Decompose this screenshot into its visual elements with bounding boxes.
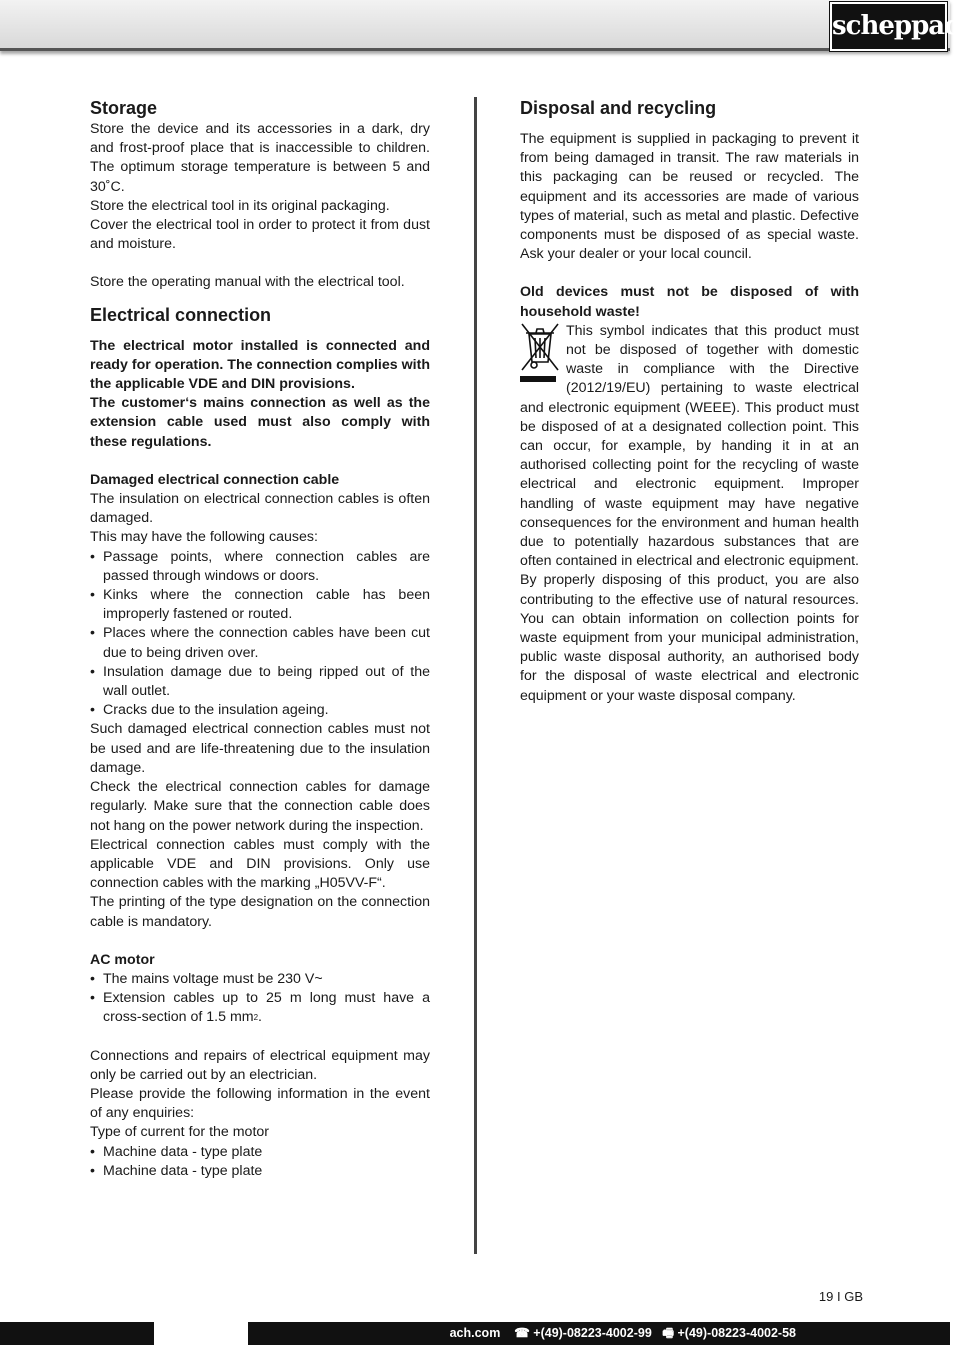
list-item: • Cracks due to the insulation ageing. (90, 701, 430, 720)
page-number: 19 I GB (818, 1289, 863, 1304)
damaged-cable-heading: Damaged electrical connection cable (90, 471, 340, 488)
phone-icon: ☎ (514, 1326, 530, 1340)
storage-paragraph-3: Cover the electrical tool in order to protect it from dust and moisture. (90, 217, 430, 253)
damaged-paragraph-4: Check the electrical connection cables for damage regularly. Make sure that the connection cable does not hang on the power network during the inspection. (90, 779, 430, 834)
electrical-connection-heading: Electrical connection (90, 304, 272, 325)
electrical-bold-paragraph-2: The customer‘s mains connection as well as the extension cable used must also comply with these regulations. (90, 395, 430, 450)
ac-motor-list (90, 970, 430, 1028)
list-item: • Kinks where the connection cable has been improperly fastened or routed. (90, 586, 430, 624)
website-text: ach.com (449, 1326, 501, 1340)
phone-number: +(49)-08223-4002-99 (533, 1326, 652, 1340)
left-column (90, 96, 430, 1181)
disposal-paragraph-1: The equipment is supplied in packaging to prevent it from being damaged in transit. The raw materials in this packaging can be reused or recycled. The equipment and its accessories are made of various types of material, such as metal and plastic. Defective components must be disposed of as special waste. Ask your dealer or your local council. (520, 131, 859, 263)
repairs-list (90, 1143, 430, 1181)
damaged-paragraph-2: This may have the following causes: (90, 529, 318, 546)
column-divider (474, 97, 477, 1254)
storage-heading: Storage (90, 98, 158, 118)
weee-paragraph: This symbol indicates that this product must not be disposed of together with domestic waste in compliance with the Directive (2012/19/EU) pertaining to waste electrical and electronic equipment (WEEE). This product must be disposed of at a designated collection point. This can occur, for example, by handing it in at an authorised collecting point for the recycling of waste electrical and electronic equipment. Improper handling of waste equipment may have negative consequences for the environment and human health due to potentially hazardous substances that are often contained in electrical and electronic equipment. By properly disposing of this product, you are also contributing to the effective use of natural resources. You can obtain information on collection points for waste equipment from your municipal administration, public waste disposal authority, an authorised body for the disposal of waste electrical and electronic equipment or your waste disposal company. (520, 322, 859, 704)
list-item: • Machine data - type plate (90, 1162, 430, 1181)
damaged-paragraph-3: Such damaged electrical connection cables must not be used and are life-threatening due to the insulation damage. (90, 721, 430, 776)
ac-motor-heading: AC motor (90, 951, 155, 968)
footer-white-block (154, 1322, 248, 1345)
right-column (520, 96, 859, 706)
repairs-paragraph-3: Type of current for the motor (90, 1124, 269, 1141)
repairs-paragraph-1: Connections and repairs of electrical equipment may only be carried out by an electrician. (90, 1047, 430, 1083)
crossed-out-wheelie-bin-icon (520, 322, 560, 384)
storage-paragraph-2: Store the electrical tool in its original packaging. (90, 197, 390, 214)
old-devices-warning: Old devices must not be disposed of with household waste! (520, 284, 859, 320)
superscript: 2 (253, 1013, 259, 1023)
ac-bullet-end: . (258, 1009, 262, 1026)
disposal-heading: Disposal and recycling (520, 98, 717, 118)
ac-bullet-text: Extension cables up to 25 m long must have a cross-section of 1.5 mm (103, 990, 430, 1026)
list-item: • Places where the connection cables have been cut due to being driven over. (90, 624, 430, 662)
damaged-causes-list (90, 548, 430, 721)
storage-paragraph-4: Store the operating manual with the electrical tool. (90, 274, 405, 291)
storage-paragraph-1: Store the device and its accessories in a dark, dry and frost-proof place that is inaccessible to children. The optimum storage temperature is between 5 and 30˚C. (90, 121, 430, 195)
footer-contact (450, 1322, 796, 1344)
damaged-paragraph-6: The printing of the type designation on the connection cable is mandatory. (90, 894, 430, 930)
electrical-bold-paragraph-1: The electrical motor installed is connected and ready for operation. The connection complies with the applicable VDE and DIN provisions. (90, 337, 430, 393)
damaged-paragraph-5: Electrical connection cables must comply with the applicable VDE and DIN provisions. Only use connection cables with the marking „H05VV-F“. (90, 836, 430, 892)
damaged-paragraph-1: The insulation on electrical connection cables is often damaged. (90, 491, 430, 527)
repairs-paragraph-2: Please provide the following information in the event of any enquiries: (90, 1085, 430, 1122)
list-item: • The mains voltage must be 230 V~ (90, 970, 430, 989)
list-item: • Insulation damage due to being ripped out of the wall outlet. (90, 663, 430, 701)
list-item: • Passage points, where connection cables are passed through windows or doors. (90, 548, 430, 586)
fax-number: +(49)-08223-4002-58 (677, 1326, 796, 1340)
fax-icon: 🖷 (662, 1326, 675, 1340)
list-item (90, 989, 430, 1027)
footer-bar (0, 1322, 950, 1345)
brand-logo: scheppach (830, 2, 947, 51)
header-bar (0, 0, 977, 51)
list-item: • Machine data - type plate (90, 1143, 430, 1162)
